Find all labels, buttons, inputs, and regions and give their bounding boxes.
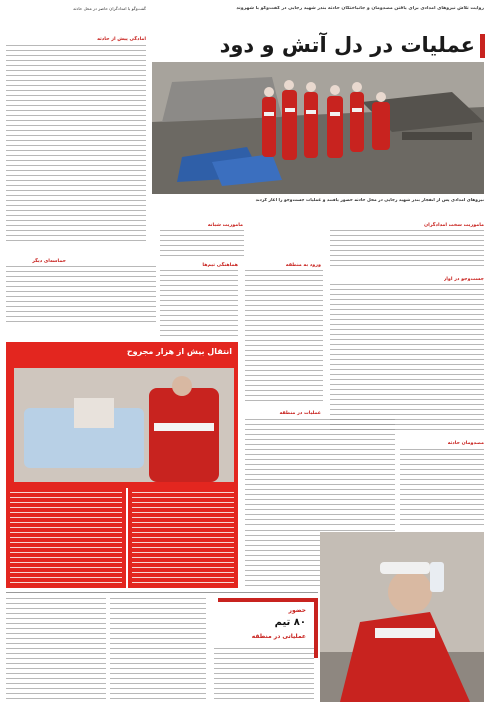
main-photo-caption: نیروهای امدادی پس از انفجار بندر شهید رجایی در محل حادثه حضور یافتند و عملیات جست‌وجو را آغاز کردند — [255, 198, 484, 203]
bottom-feature-frame-top — [218, 598, 318, 602]
middle-right-text-1 — [245, 270, 323, 405]
left-column-text-1 — [6, 45, 146, 245]
right-text-2 — [330, 284, 484, 434]
left-text-2 — [6, 266, 156, 326]
transfer-feature — [6, 342, 238, 488]
right-subhead-3: مصدومان حادثه — [447, 441, 484, 446]
bottom-feature-text — [214, 648, 314, 700]
transfer-photo — [14, 368, 234, 482]
middle-right-subhead-2: عملیات در منطقه — [279, 411, 321, 416]
transfer-feature-title: انتقال بیش از هزار مجروح — [126, 347, 232, 356]
headline: عملیات در دل آتش و دود — [219, 33, 475, 57]
rescue-scene-illustration — [152, 62, 484, 194]
middle-text-1 — [160, 230, 244, 260]
bottom-divider — [6, 592, 318, 593]
main-photo — [152, 62, 484, 194]
middle-left-text-1 — [160, 270, 238, 340]
middle-left-subhead-1: هماهنگی تیم‌ها — [202, 263, 238, 268]
bottom-feature-subtitle: عملیاتی در منطقه — [251, 633, 306, 640]
bottom-right-photo — [320, 532, 484, 702]
right-text-1 — [330, 230, 484, 270]
middle-right-subhead-1: ورود به منطقه — [285, 263, 321, 268]
headline-banner — [219, 30, 485, 64]
right-text-3 — [400, 449, 484, 529]
left-column-subhead-1: آمادگی پیش از حادثه — [97, 37, 146, 42]
bottom-left-text — [6, 598, 106, 702]
red-panel-left-text — [10, 492, 122, 584]
transfer-photo-illustration — [14, 368, 234, 482]
headline-accent-bar — [480, 34, 485, 58]
bottom-feature-frame-side — [314, 598, 318, 658]
rescuer-drinking-illustration — [320, 532, 484, 702]
red-panel-left — [6, 488, 126, 588]
red-panel-right-text — [132, 492, 234, 584]
right-subhead-2: جست‌وجو در آوار — [443, 277, 484, 282]
middle-right-text-2 — [245, 419, 395, 529]
bottom-feature-title: ۸۰ تیم — [274, 617, 306, 628]
bottom-middle-text — [110, 598, 206, 702]
bottom-feature-box — [210, 598, 318, 702]
red-panel-right — [128, 488, 238, 588]
middle-subhead-1: ماموریت شبانه — [207, 223, 243, 228]
bottom-feature-kicker: حضور — [288, 607, 306, 614]
left-column-intro: گفت‌وگو با امدادگران حاضر در محل حادثه — [73, 6, 146, 11]
right-subhead-1: ماموریت سخت امدادگران — [424, 223, 484, 228]
left-subhead-2: حماسه‌ای دیگر — [32, 259, 66, 264]
lead-summary: روایت تلاش نیروهای امدادی برای یافتن مصدومان و جانباختگان حادثه بندر شهید رجایی در گفت‌وگو با شهروند — [236, 6, 484, 11]
